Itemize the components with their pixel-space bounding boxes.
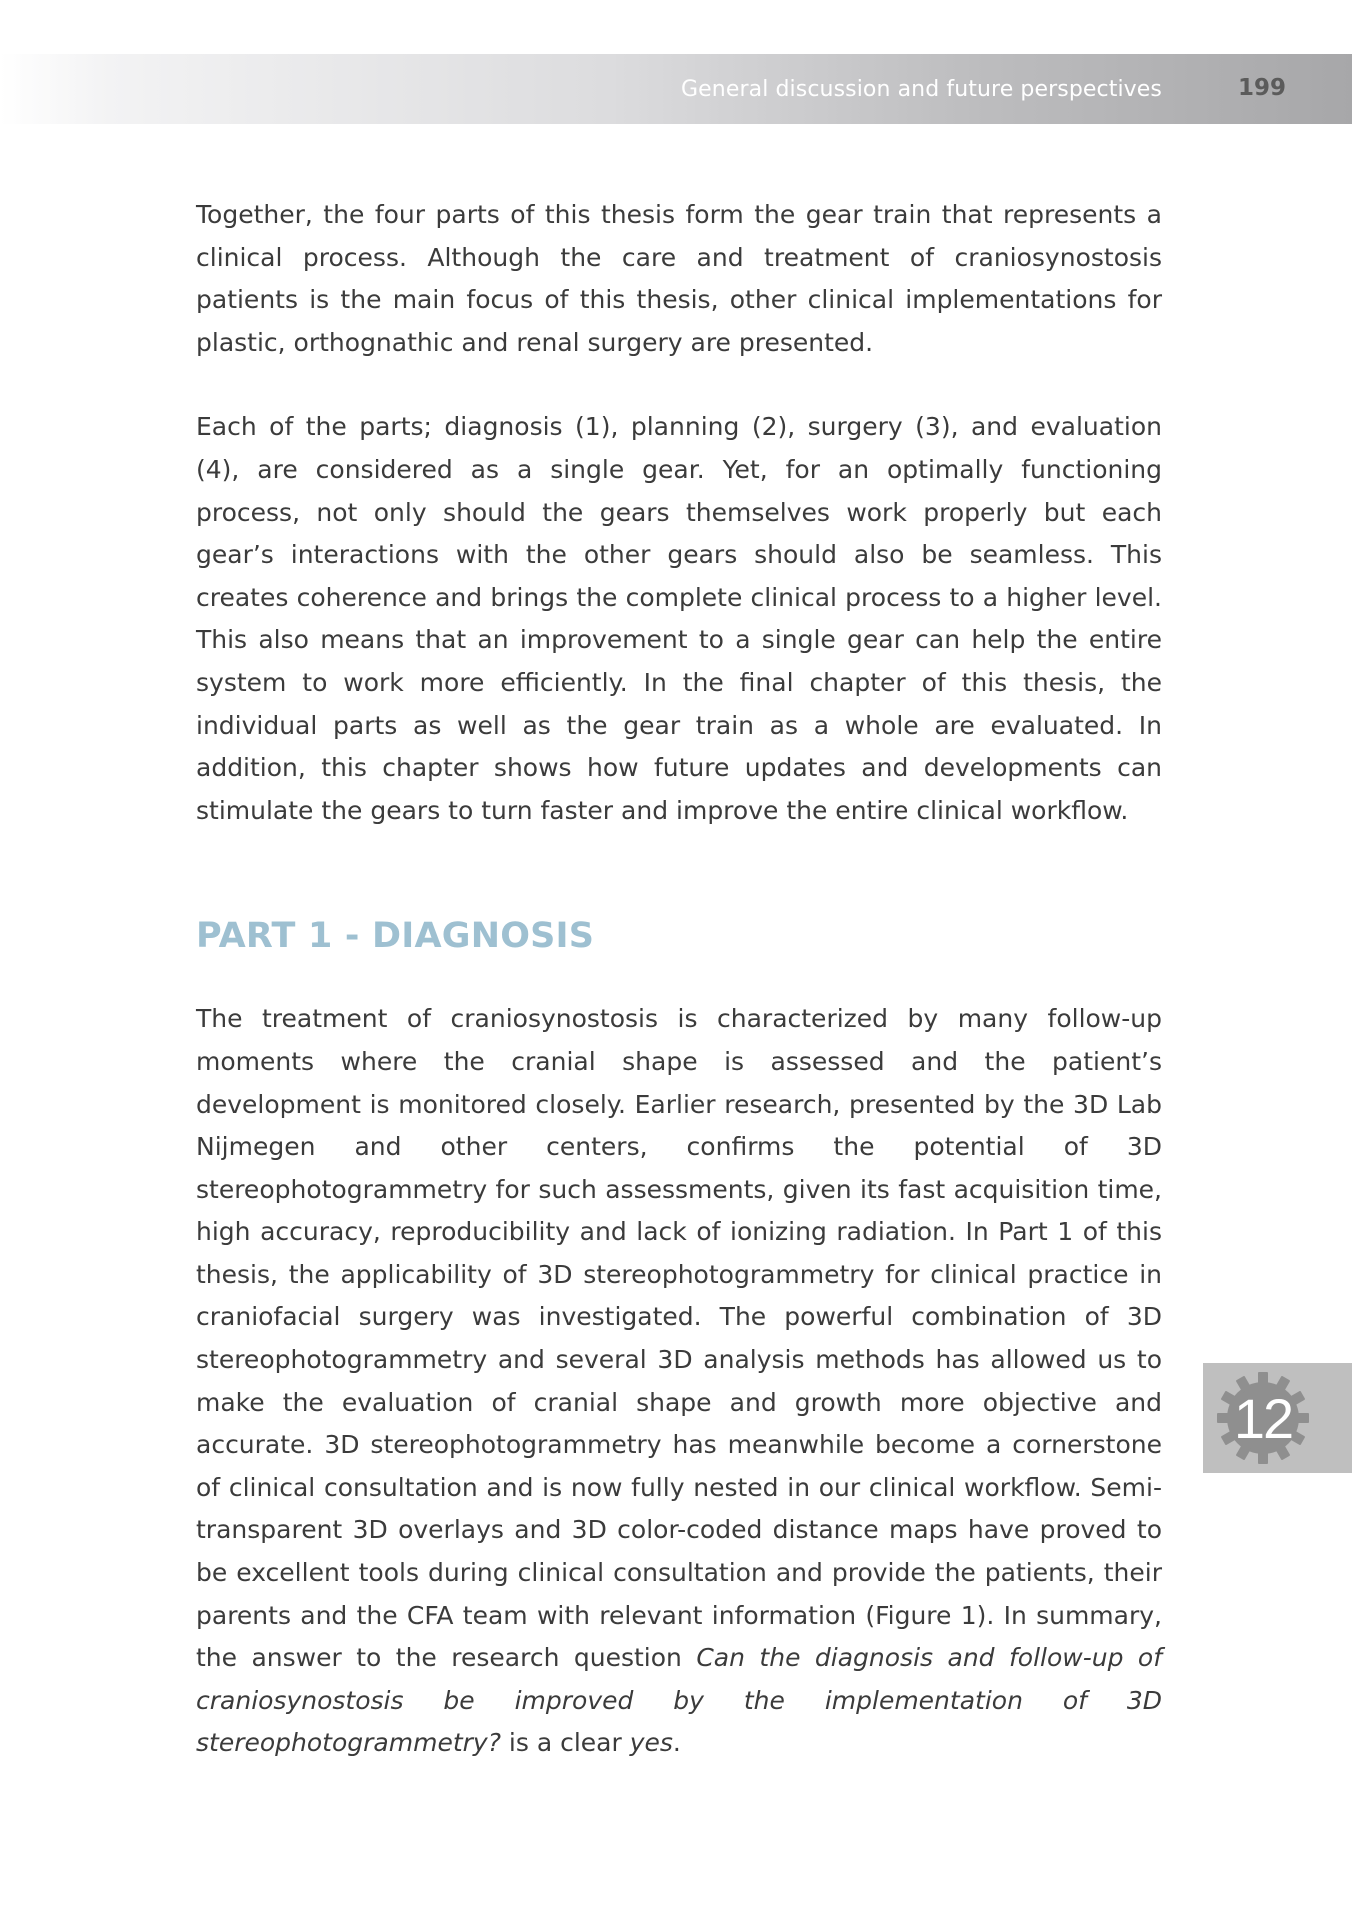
diagnosis-end: . (672, 1728, 681, 1758)
page-number: 199 (1237, 75, 1286, 101)
running-title: General discussion and future perspectives (681, 77, 1162, 102)
diagnosis-paragraph-text: The treatment of craniosynostosis is characterized by many follow-up moments where the cranial shape is assessed and the patient’s development is monitored closely. Earlier research, presented by the 3D Lab Nijmegen and other centers, confirms the potential of 3D stereophotogrammetry for such assessments, given its fast acquisition time, high accuracy, reproducibility and lack of ionizing radiation. In Part 1 of this thesis, the applicability of 3D stereophotogrammetry for clinical practice in craniofacial surgery was investigated. The powerful combination of 3D stereophotogrammetry and several 3D analysis methods has allowed us to make the evaluation of cranial shape and growth more objective and accurate. 3D stereophotogrammetry has meanwhile become a cornerstone of clinical consultation and is now fully nested in our clinical workflow. Semi-transparent 3D overlays and 3D color-coded distance maps have proved to be excellent tools during clinical consultation and provide the patients, their parents and the CFA team with relevant information (Figure 1). In summary, the answer to the research question (196, 1004, 1162, 1673)
running-header (0, 54, 1352, 124)
diagnosis-connector: is a clear (500, 1728, 630, 1758)
research-question: Can the diagnosis and follow-up of craniosynostosis be improved by the implementation of 3D stereophotogrammetry? (196, 1643, 1162, 1758)
intro-paragraph-2: Each of the parts; diagnosis (1), planning (2), surgery (3), and evaluation (4), are considered as a single gear. Yet, for an optimally functioning process, not only should the gears themselves work properly but each gear’s interactions with the other gears should also be seamless. This creates coherence and brings the complete clinical process to a higher level. This also means that an improvement to a single gear can help the entire system to work more efficiently. In the final chapter of this thesis, the individual parts as well as the gear train as a whole are evaluated. In addition, this chapter shows how future updates and developments can stimulate the gears to turn faster and improve the entire clinical workflow. (196, 412, 1162, 825)
section-heading: PART 1 - DIAGNOSIS (196, 916, 595, 957)
intro-paragraph-1: Together, the four parts of this thesis form the gear train that represents a clinical process. Although the care and treatment of craniosynostosis patients is the main focus of this thesis, other clinical implementations for plastic, orthognathic and renal surgery are presented. (196, 200, 1162, 357)
research-answer: yes (629, 1728, 673, 1758)
chapter-tab (1203, 1363, 1352, 1473)
diagnosis-paragraph (196, 998, 1162, 1765)
chapter-number: 12 (1233, 1387, 1293, 1450)
main-content (196, 194, 1162, 1765)
